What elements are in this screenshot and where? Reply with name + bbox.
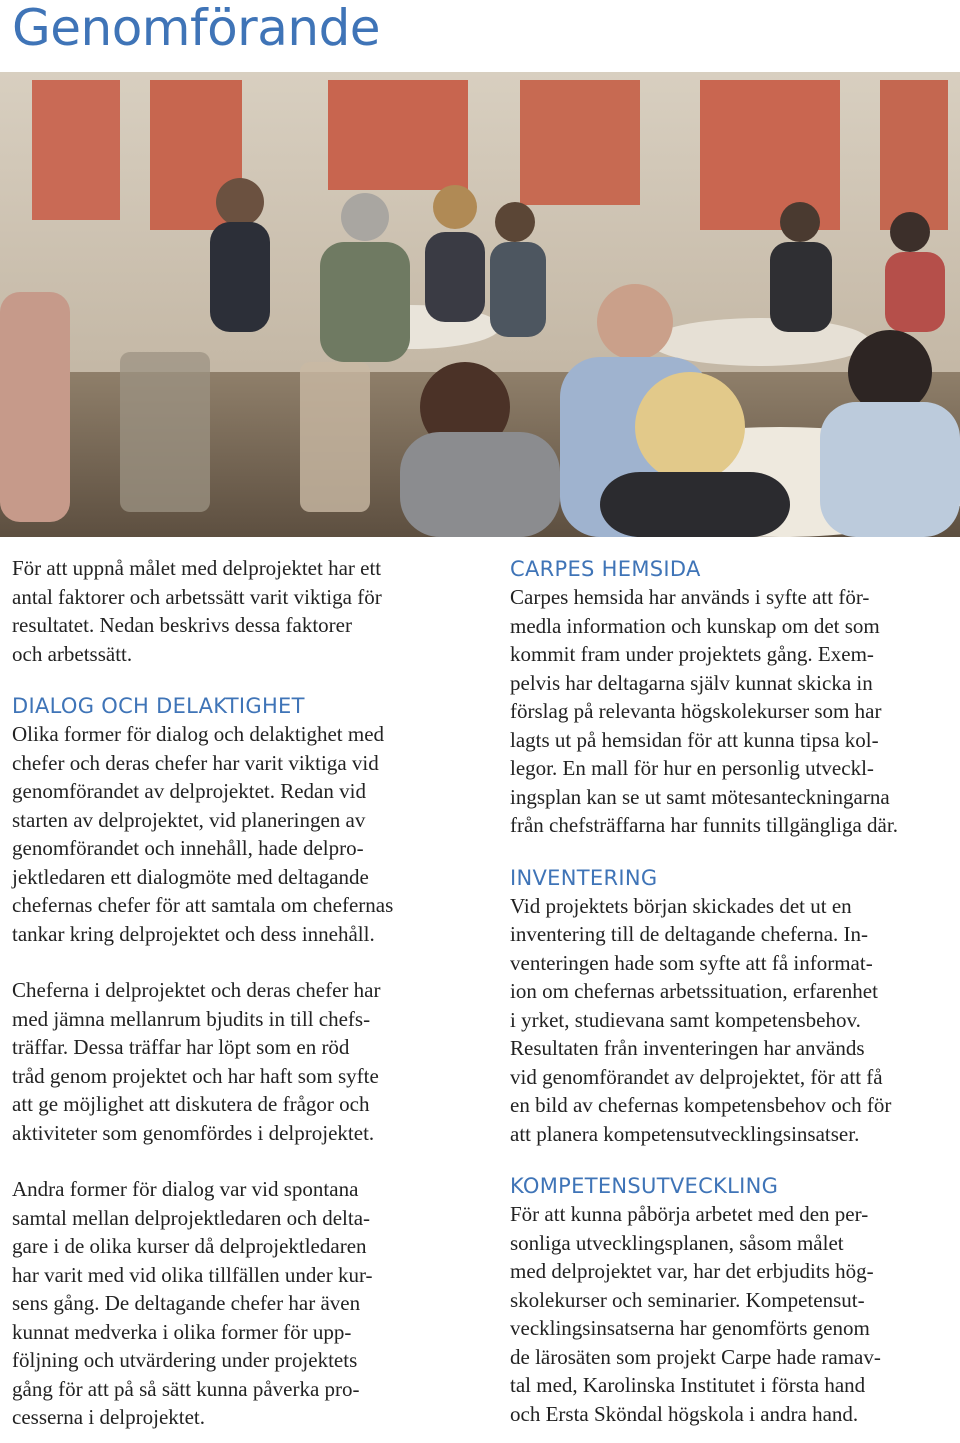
left-column <box>12 554 480 1432</box>
section-heading-kompetensutveckling: KOMPETENSUTVECKLING <box>510 1174 779 1198</box>
carpes-hemsida-paragraph: Carpes hemsida har används i syfte att för- medla information och kunskap om det som kommit fram under projektets gång. Exem- pelvis har deltagarna själv kunnat skicka in förslag på relevanta högskolekurser som har lagts ut på hemsidan för att kunna tipsa kol- legor. En mall för hur en personlig utveckl- ingsplan kan se ut samt mötesanteckningarna från chefsträffarna har funnits tillgängliga där. <box>510 585 898 837</box>
dialog-paragraph-1: Olika former för dialog och delaktighet med chefer och deras chefer har varit viktiga vid genomförandet av delprojektet. Redan vid starten av delprojektet, vid planeringen av genomförandet och innehåll, hade delpro- jektledaren ett dialogmöte med deltagande chefernas chefer för att samtala om chefernas tankar kring delprojektet och dess innehåll. <box>12 722 394 946</box>
inventering-paragraph: Vid projektets början skickades det ut en inventering till de deltagande cheferna. In- venteringen hade som syfte att få informat- ion om chefernas arbetssituation, erfarenhet i yrket, studievana samt kompetensbehov. Resultaten från inventeringen har används vid genomförandet av delprojektet, för att få en bild av chefernas kompetensbehov och för att planera kompetensutvecklingsinsatser. <box>510 893 892 1146</box>
dialog-paragraph-3: Andra former för dialog var vid spontana samtal mellan delprojektledaren och delta- gare i de olika kurser då delprojektledaren har varit med vid olika tillfällen under kur- sens gång. De deltagande chefer har även kunnat medverka i olika former för upp- följning och utvärdering under projektets gång för att på så sätt kunna påverka pro- cesserna i delprojektet. <box>12 1177 373 1429</box>
page-title: Genomförande <box>12 0 381 57</box>
section-heading-inventering: INVENTERING <box>510 865 658 890</box>
right-column <box>510 554 955 1428</box>
section-heading-carpes-hemsida: CARPES HEMSIDA <box>510 557 701 581</box>
kompetensutveckling-paragraph: För att kunna påbörja arbetet med den per- sonliga utvecklingsplanen, såsom målet med delprojektet var, har det erbjudits hög- skolekurser och seminarier. Kompetensut- vecklingsinsatserna har genomförts genom de lärosäten som projekt Carpe hade ramav- tal med, Karolinska Institutet i första hand och Ersta Sköndal högskola i andra hand. <box>510 1202 881 1426</box>
photo-people-at-conference-tables <box>0 72 960 537</box>
dialog-paragraph-2: Cheferna i delprojektet och deras chefer har med jämna mellanrum bjudits in till chefs- träffar. Dessa träffar har löpt som en röd tråd genom projektet och har haft som syfte att ge möjlighet att diskutera de frågor och aktiviteter som genomfördes i delprojektet. <box>12 978 381 1145</box>
intro-paragraph: För att uppnå målet med delprojektet har ett antal faktorer och arbetssätt varit viktiga för resultatet. Nedan beskrivs dessa faktorer och arbetssätt. <box>12 556 382 666</box>
conference-photo-image <box>0 72 960 537</box>
section-heading-dialog: DIALOG OCH DELAKTIGHET <box>12 694 305 718</box>
